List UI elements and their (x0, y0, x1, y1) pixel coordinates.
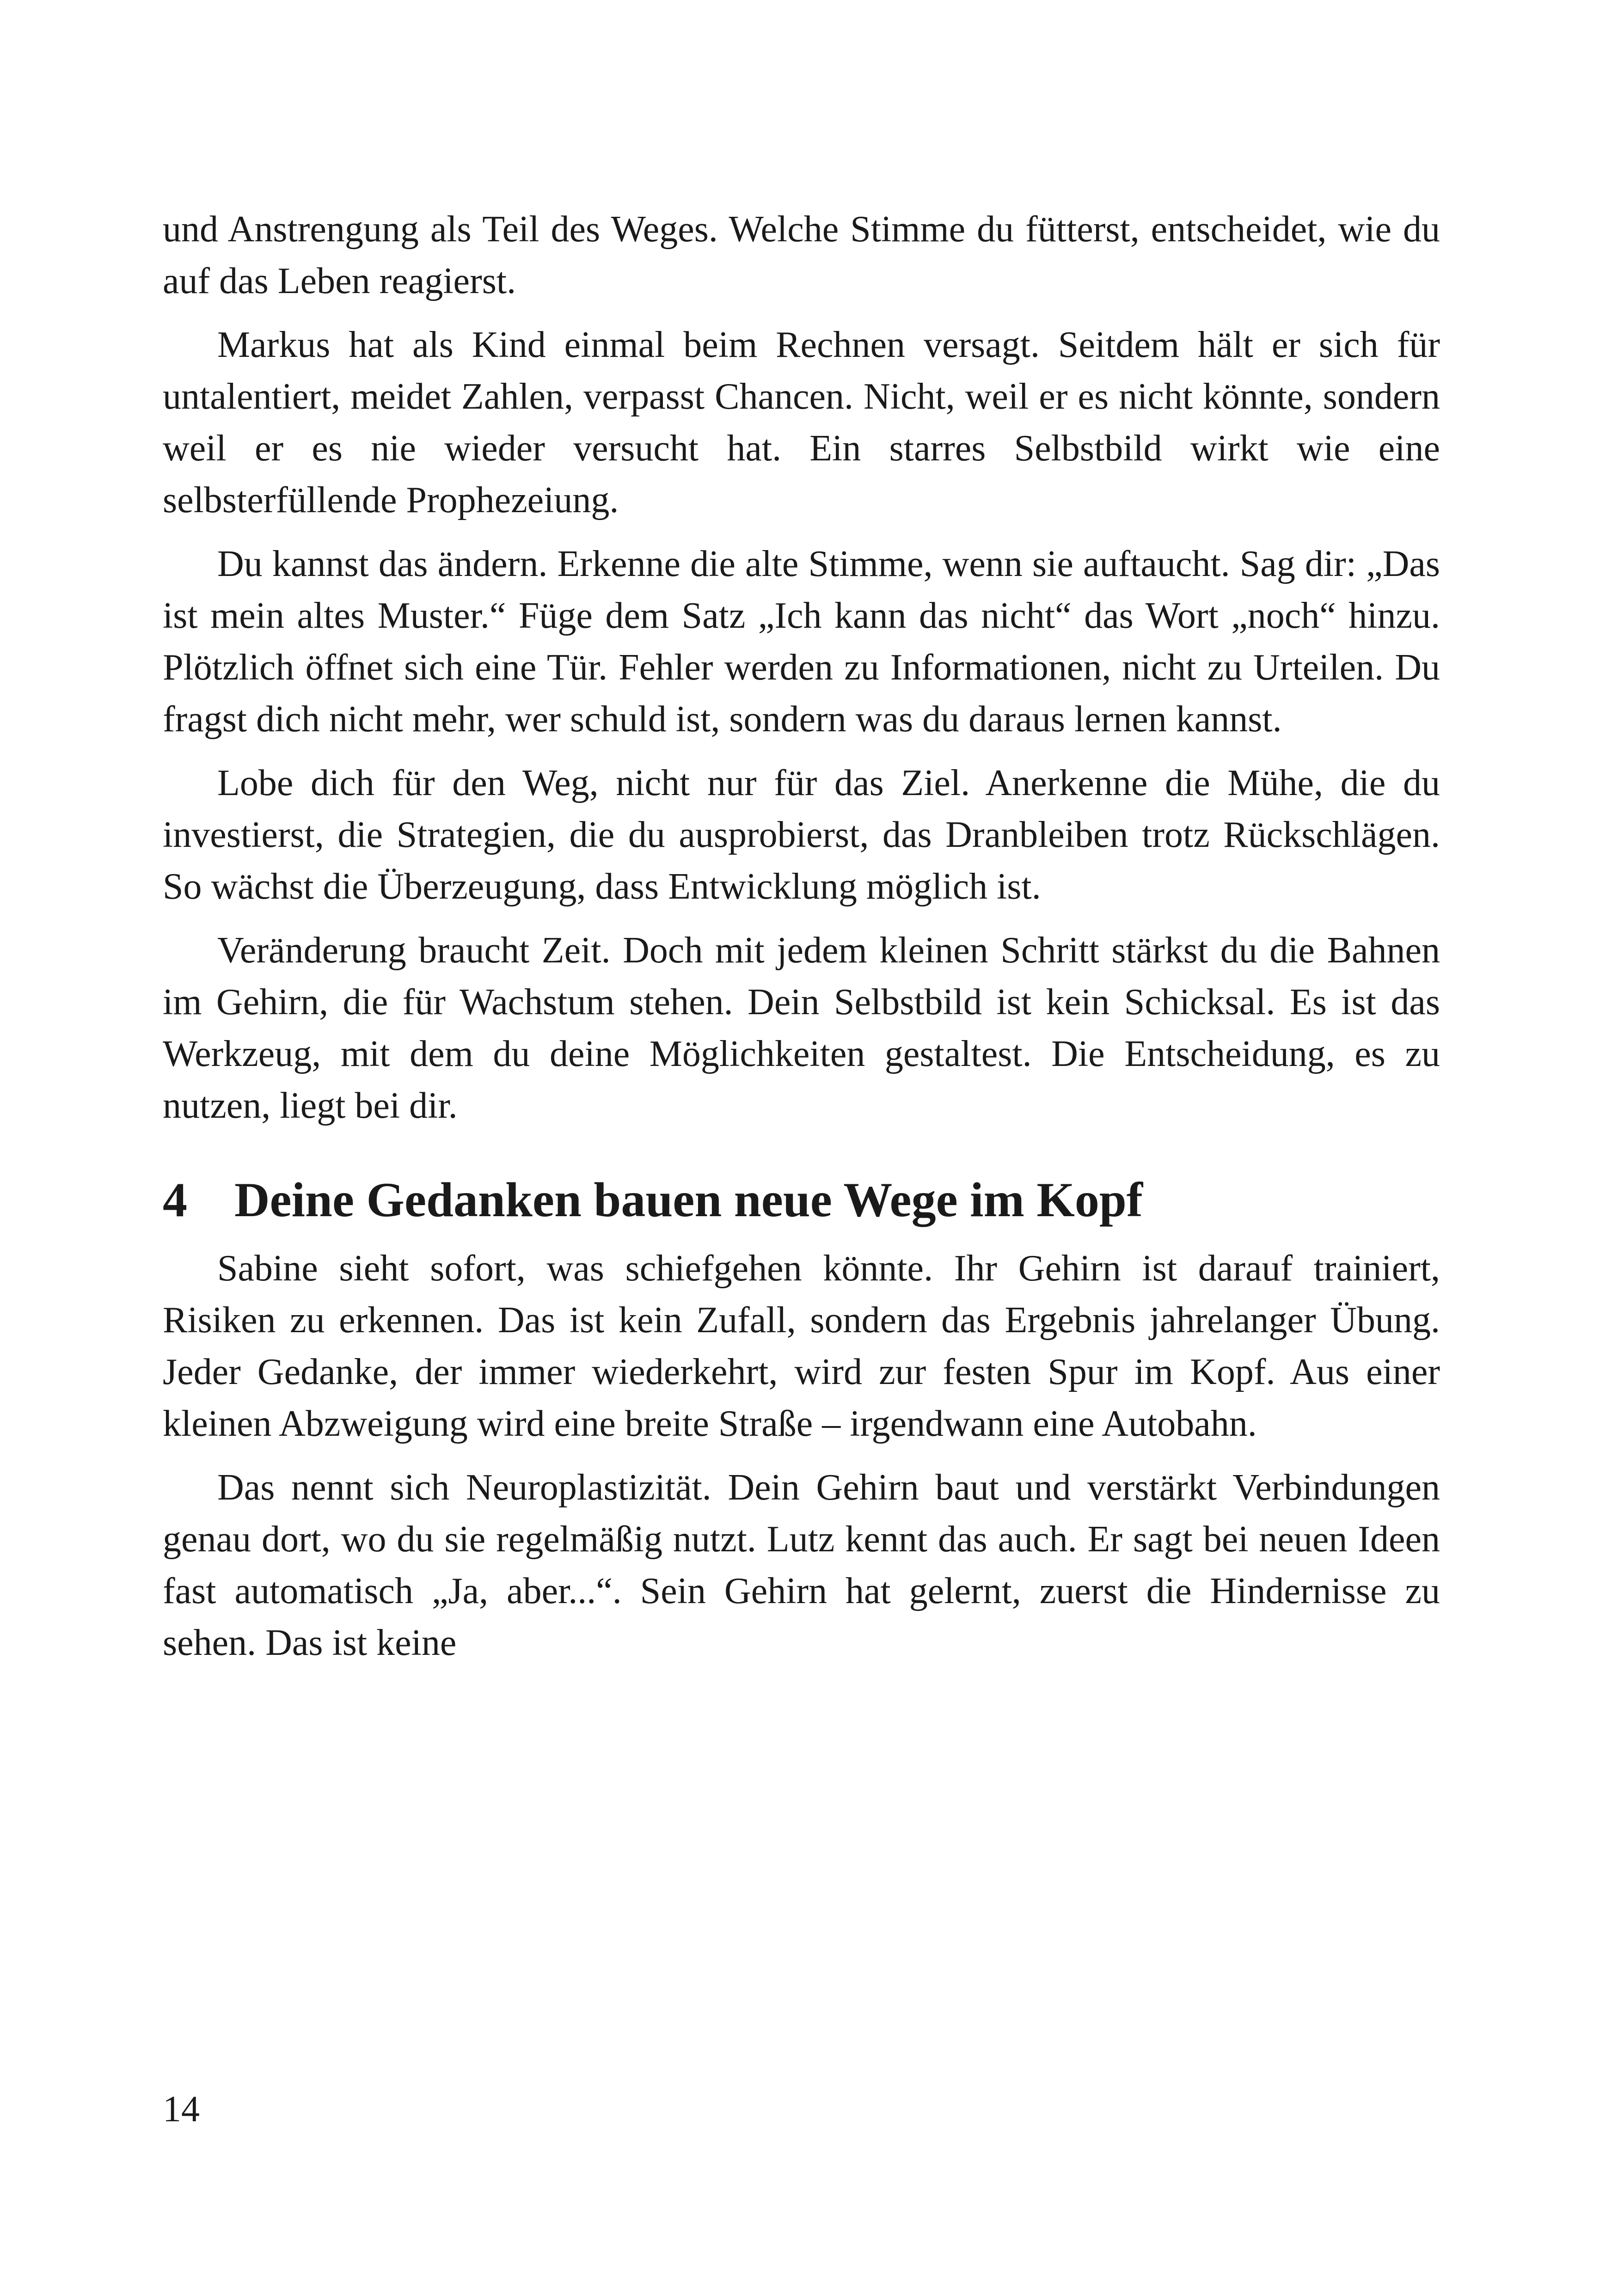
page-body (163, 203, 1440, 1681)
page-number: 14 (163, 2089, 200, 2130)
section-heading (163, 1168, 1440, 1232)
paragraph: Du kannst das ändern. Erkenne die alte Stimme, wenn sie auftaucht. Sag dir: „Das ist mein altes Muster.“ Füge dem Satz „Ich kann das nicht“ das Wort „noch“ hinzu. Plötzlich öffnet sich eine Tür. Fehler werden zu Informationen, nicht zu Urteilen. Du fragst dich nicht mehr, wer schuld ist, sondern was du daraus lernen kannst. (163, 544, 1440, 740)
paragraph: Lobe dich für den Weg, nicht nur für das Ziel. Anerkenne die Mühe, die du investierst, die Strategien, die du ausprobierst, das Dranbleiben trotz Rückschlägen. So wächst die Überzeugung, dass Entwicklung möglich ist. (163, 763, 1440, 907)
paragraph: und Anstrengung als Teil des Weges. Welche Stimme du fütterst, entscheidet, wie du auf das Leben reagierst. (163, 209, 1440, 301)
paragraph: Das nennt sich Neuroplastizität. Dein Gehirn baut und verstärkt Verbindungen genau dort, wo du sie regelmäßig nutzt. Lutz kennt das auch. Er sagt bei neuen Ideen fast automatisch „Ja, aber...“. Sein Gehirn hat gelernt, zuerst die Hindernisse zu sehen. Das ist keine (163, 1467, 1440, 1663)
section-title: Deine Gedanken bauen neue Wege im Kopf (234, 1173, 1143, 1227)
paragraph: Sabine sieht sofort, was schiefgehen könnte. Ihr Gehirn ist darauf trainiert, Risiken zu erkennen. Das ist kein Zufall, sondern das Ergebnis jahrelanger Übung. Jeder Gedanke, der immer wiederkehrt, wird zur festen Spur im Kopf. Aus einer kleinen Abzweigung wird eine breite Straße – irgendwann eine Autobahn. (163, 1248, 1440, 1444)
paragraph: Veränderung braucht Zeit. Doch mit jedem kleinen Schritt stärkst du die Bahnen im Gehirn, die für Wachstum stehen. Dein Selbstbild ist kein Schicksal. Es ist das Werkzeug, mit dem du deine Möglichkeiten gestaltest. Die Entscheidung, es zu nutzen, liegt bei dir. (163, 930, 1440, 1126)
section-number: 4 (163, 1173, 187, 1227)
paragraph: Markus hat als Kind einmal beim Rechnen versagt. Seitdem hält er sich für untalentiert, meidet Zahlen, verpasst Chancen. Nicht, weil er es nicht könnte, sondern weil er es nie wieder versucht hat. Ein starres Selbstbild wirkt wie eine selbsterfüllende Prophezeiung. (163, 325, 1440, 520)
